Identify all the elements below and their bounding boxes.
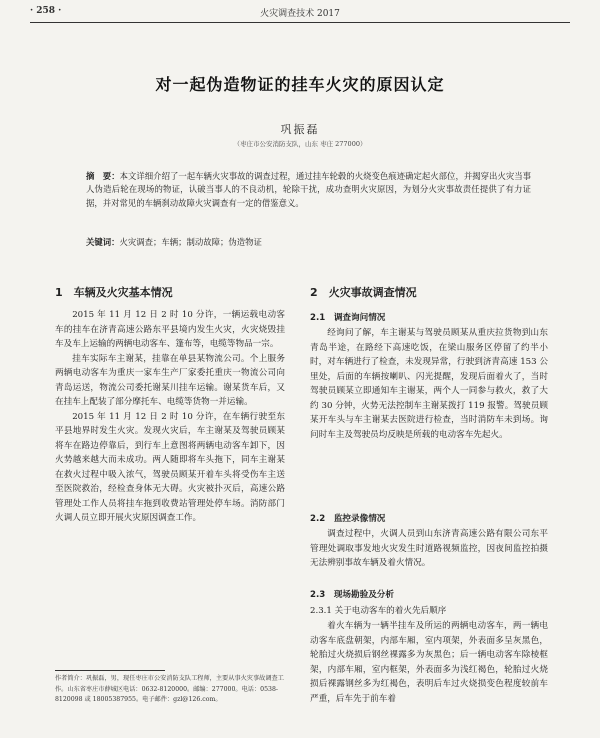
abstract-label: 摘 要： [86, 171, 120, 181]
section-2-2-body [310, 527, 548, 571]
section-2-1-text: 经询问了解，车主谢某与驾驶员顾某从重庆拉货物到山东青岛半途，在路经下高速吃饭，在梁山服务区停留了约半小时，对车辆进行了检查，未发现异常，行驶到济青高速 153 公里处，后面的车辆按喇叭、闪光提醒，发现后面着火了，当时驾驶员顾某立即通知车主谢某，两个人一同参与救火，救了大约 30 分钟，火势无法控制车主谢某拨打 119 报警。驾驶员顾某开车头与车主谢某去医院进行检查，当时消防车未到场。询问时车主及驾驶员均反映是所载的电动客车先起火。 [310, 328, 548, 440]
section-2-1-title: 2.1 调查询问情况 [310, 313, 386, 323]
section-1-para-3: 2015 年 11 月 12 日 2 时 10 分许，在车辆行驶至东平县地界时发生火灾。发现火灾后，车主谢某及驾驶员顾某将车在路边停靠后，到行车上意图将两辆电动客车卸下，因火势越来越大而未成功。两人随即将车头拖下，同车主谢某在救火过程中吸入浓气，驾驶员顾某开着车头将受伤车主送至医院救治，经检查身体无大碍。火灾被扑灭后，高速公路管理处工作人员将挂车拖到收费站管理处停车场。消防部门火调人员立即开展火灾原因调查工作。 [55, 411, 285, 523]
page-number: · 258 · [30, 6, 62, 16]
section-2-3-1-title: 2.3.1 关于电动客车的着火先后顺序 [310, 606, 447, 616]
footnote: 作者简介：巩振磊，男，现任枣庄市公安消防支队工程师，主要从事火灾事故调查工作。山东省枣庄市薛城区电话：0632-8120000。邮编：277000。电话：0538-8120098 或 18005387955。电子邮件：gzl@126.com。 [55, 675, 284, 703]
header-rule [30, 22, 570, 23]
running-header [30, 6, 570, 20]
section-2-3-title: 2.3 现场勘验及分析 [310, 590, 394, 600]
section-2-3-1-body [310, 619, 548, 706]
keywords-label: 关键词： [86, 237, 120, 247]
affiliation: （枣庄市公安消防支队，山东 枣庄 277000） [233, 140, 367, 148]
section-2-title: 2 火灾事故调查情况 [310, 286, 417, 299]
section-1-title: 1 车辆及火灾基本情况 [55, 286, 173, 299]
section-1-body [55, 308, 285, 526]
section-2-1-body [310, 326, 548, 442]
abstract-text: 本文详细介绍了一起车辆火灾事故的调查过程，通过挂车轮毂的火烧变色痕迹确定起火部位，并揭穿出火灾当事人伪造后轮在现场的物证，认破当事人的不良动机，轮除干扰，成功查明火灾原因，为划分火灾事故责任提供了有力证据，并对常见的车辆刹动故障火灾调查有一定的借鉴意义。 [86, 171, 532, 208]
author: 巩振磊 [280, 123, 320, 136]
keywords-text: 火灾调查；车辆；制动故障；伪造物证 [119, 237, 262, 247]
journal-name: 火灾调查技术 2017 [260, 9, 340, 19]
section-2-3-1-text: 着火车辆为一辆半挂车及所运的两辆电动客车，两一辆电动客车底盘朝架，内部车厢，室内项架，外表面多呈灰黑色，轮胎过火烧损后钢丝裸露多为灰黑色；后一辆电动客车除棱框架，内部车厢，室内框架，外表面多为浅红褐色，轮胎过火烧损后裸露钢丝多为红褐色，表明后车过火烧损变色程度较前车严重，后车先于前车着 [310, 621, 548, 704]
abstract [86, 170, 531, 210]
section-1-para-2: 挂车实际车主谢某，挂靠在单县某物流公司。个上服务两辆电动客车为重庆一家车生产厂家委托重庆一物流公司向青岛运送，物流公司委托谢某川挂车运输。谢某货车后，又在挂车上配装了部分摩托车、电缆等货物一并运输。 [55, 353, 285, 407]
section-2-2-title: 2.2 监控录像情况 [310, 514, 386, 524]
section-1-para-1: 2015 年 11 月 12 日 2 时 10 分许，一辆运载电动客车的挂车在济青高速公路东平县境内发生火灾，火灾烧毁挂车及车上运输的两辆电动客车、篷布等，电缆等物品一宗。 [55, 310, 285, 349]
section-2-2-text: 调查过程中，火调人员到山东济青高速公路有限公司东平管理处调取事发地火灾发生时道路视频监控，因夜间监控拍摄无法辨别事故车辆及着火情况。 [310, 529, 548, 568]
keywords [86, 236, 531, 248]
paper-title: 对一起伪造物证的挂车火灾的原因认定 [155, 75, 445, 94]
footnote-rule [55, 670, 165, 671]
